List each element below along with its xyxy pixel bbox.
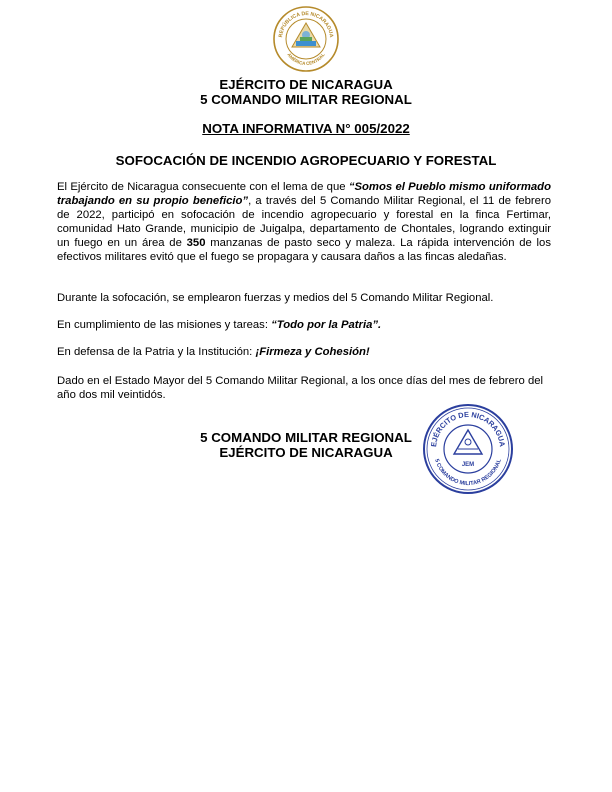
paragraph-date: Dado en el Estado Mayor del 5 Comando Militar Regional, a los once días del mes de febrero del año dos mil veintidós. bbox=[57, 375, 544, 402]
national-seal-icon bbox=[272, 5, 340, 73]
org-unit: 5 COMANDO MILITAR REGIONAL bbox=[200, 92, 412, 107]
area-value: 350 bbox=[186, 237, 206, 250]
svg-text:AMÉRICA CENTRAL: AMÉRICA CENTRAL bbox=[286, 52, 326, 67]
org-name: EJÉRCITO DE NICARAGUA bbox=[219, 77, 393, 92]
signature-org: EJÉRCITO DE NICARAGUA bbox=[219, 445, 393, 460]
document-number: NOTA INFORMATIVA N° 005/2022 bbox=[202, 121, 410, 136]
paragraph-intro: El Ejército de Nicaragua consecuente con el lema de que “Somos el Pueblo mismo uniformado trabajando en su propio beneficio”, a través del 5 Comando Militar Regional, el 11 de febrero de 2022, participó en sofocación de incendio agropecuario y forestal en la finca Fertimar, comunidad Hato Grande, municipio de Juigalpa, departamento de Chontales, logrando extinguir un fuego en un área de 350 manzanas de pasto seco y maleza. La rápida intervención de los efectivos militares evitó que el fuego se propagara y causara daños a las fincas aledañas. bbox=[57, 181, 551, 264]
official-stamp-icon bbox=[422, 403, 514, 495]
signature-unit: 5 COMANDO MILITAR REGIONAL bbox=[200, 430, 412, 445]
defense-quote: ¡Firmeza y Cohesión! bbox=[255, 346, 370, 358]
motto-quote: “Somos el Pueblo mismo uniformado trabajando en su propio beneficio” bbox=[57, 181, 551, 208]
svg-text:5 COMANDO MILITAR REGIONAL: 5 COMANDO MILITAR REGIONAL bbox=[433, 458, 503, 488]
mission-quote: “Todo por la Patria”. bbox=[271, 319, 382, 331]
paragraph-forces: Durante la sofocación, se emplearon fuerzas y medios del 5 Comando Militar Regional. bbox=[57, 292, 494, 304]
page-title: SOFOCACIÓN DE INCENDIO AGROPECUARIO Y FORESTAL bbox=[115, 153, 497, 168]
svg-text:EJÉRCITO DE NICARAGUA: EJÉRCITO DE NICARAGUA bbox=[429, 409, 507, 448]
paragraph-defense: En defensa de la Patria y la Institución: ¡Firmeza y Cohesión! bbox=[57, 346, 370, 358]
paragraph-mission: En cumplimiento de las misiones y tareas: “Todo por la Patria”. bbox=[57, 319, 382, 331]
svg-text:REPÚBLICA DE NICARAGUA: REPÚBLICA DE NICARAGUA bbox=[278, 10, 334, 38]
svg-text:JEM: JEM bbox=[461, 462, 475, 468]
